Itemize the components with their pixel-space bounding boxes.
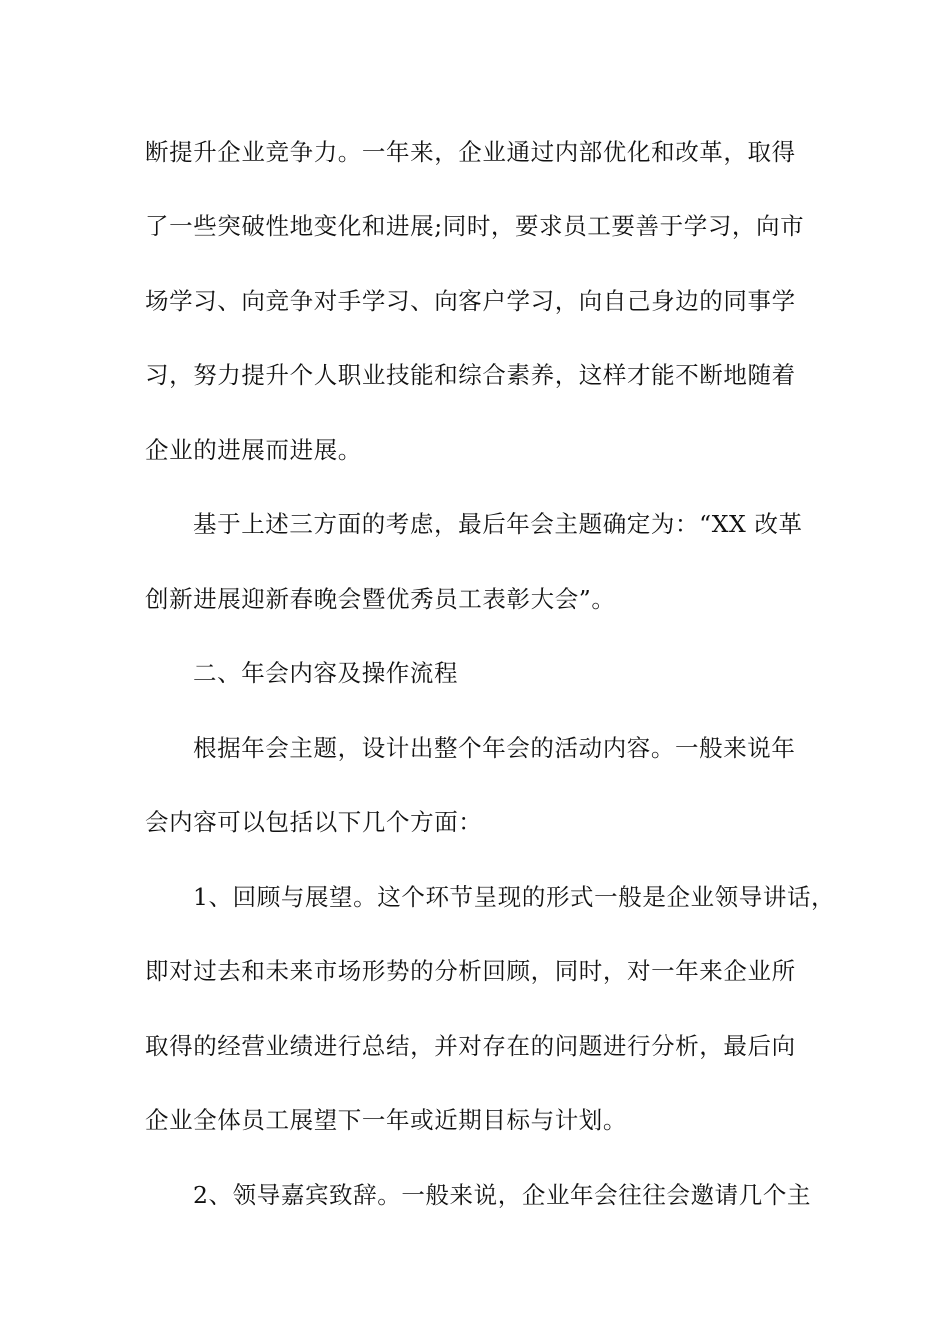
text-line-5: 企业的进展而进展。	[145, 436, 362, 464]
item-review-line-4: 企业全体员工展望下一年或近期目标与计划。	[145, 1106, 627, 1134]
text-line-4: 习，努力提升个人职业技能和综合素养，这样才能不断地随着	[145, 361, 796, 389]
text-line-3: 场学习、向竞争对手学习、向客户学习，向自己身边的同事学	[145, 287, 796, 315]
text-line-1: 断提升企业竞争力。一年来，企业通过内部优化和改革，取得	[145, 138, 796, 166]
item-review-line-2: 即对过去和未来市场形势的分析回顾，同时，对一年来企业所	[145, 957, 796, 985]
paragraph-theme-line-2: 创新进展迎新春晚会暨优秀员工表彰大会”。	[145, 585, 616, 613]
section-heading: 二、年会内容及操作流程	[193, 659, 459, 687]
item-review-line-1: 1、回顾与展望。这个环节呈现的形式一般是企业领导讲话，	[193, 883, 836, 911]
paragraph-content-line-1: 根据年会主题，设计出整个年会的活动内容。一般来说年	[193, 734, 796, 762]
paragraph-theme-line-1: 基于上述三方面的考虑，最后年会主题确定为：“XX 改革	[193, 510, 803, 538]
text-line-2: 了一些突破性地变化和进展;同时，要求员工要善于学习，向市	[145, 212, 805, 240]
item-review-line-3: 取得的经营业绩进行总结，并对存在的问题进行分析，最后向	[145, 1032, 796, 1060]
item-speech-line-1: 2、领导嘉宾致辞。一般来说，企业年会往往会邀请几个主	[193, 1181, 812, 1209]
paragraph-content-line-2: 会内容可以包括以下几个方面：	[145, 808, 483, 836]
